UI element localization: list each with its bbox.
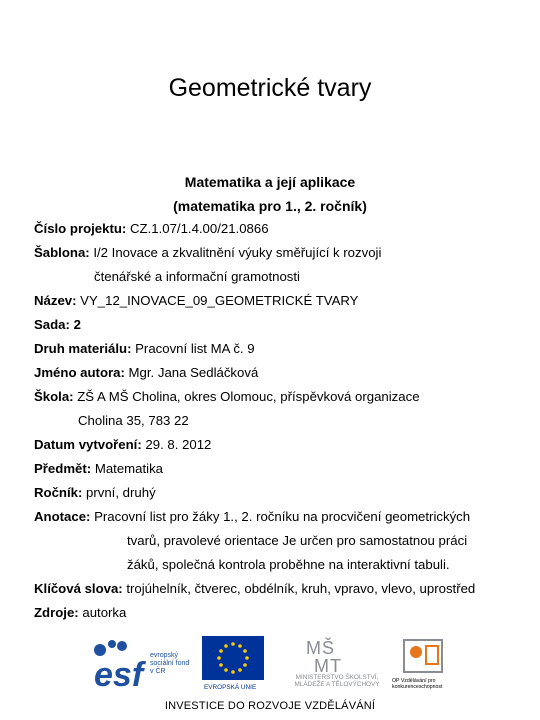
- field-value: CZ.1.07/1.4.00/21.0866: [126, 221, 269, 236]
- date-row: [34, 433, 524, 457]
- field-value: ZŠ A MŠ Cholina, okres Olomouc, příspěvková organizace: [73, 389, 420, 404]
- msmt-caption: MINISTERSTVO ŠKOLSTVÍ, MLÁDEŽE A TĚLOVÝCHOVY: [294, 674, 380, 688]
- field-value: 29. 8. 2012: [141, 437, 212, 452]
- field-value: VY_12_INOVACE_09_GEOMETRICKÉ TVARY: [76, 293, 359, 308]
- grade-row: [34, 481, 524, 505]
- field-key: Jméno autora:: [34, 365, 125, 380]
- svg-text:esf: esf: [94, 656, 144, 694]
- field-value: 2: [69, 317, 81, 332]
- project-number-row: [34, 217, 524, 241]
- template-row-cont: [34, 265, 524, 289]
- annotation-row: [34, 505, 524, 529]
- field-value: Mgr. Jana Sedláčková: [124, 365, 259, 380]
- field-value: autorka: [78, 605, 127, 620]
- school-row-cont: [34, 409, 524, 433]
- name-row: [34, 289, 524, 313]
- msmt-logo: [292, 636, 382, 694]
- field-key: Název:: [34, 293, 77, 308]
- field-key: Šablona:: [34, 245, 90, 260]
- field-value: tvarů, pravolevé orientace Je určen pro samostatnou práci: [127, 533, 468, 548]
- eu-logo: [202, 636, 266, 694]
- field-value: Pracovní list pro žáky 1., 2. ročníku na procvičení geometrických: [90, 509, 471, 524]
- field-key: Číslo projektu:: [34, 221, 127, 236]
- svg-text:MT: MT: [314, 656, 342, 674]
- field-key: Zdroje:: [34, 605, 79, 620]
- page-title: Geometrické tvary: [168, 74, 372, 102]
- author-row: [34, 361, 524, 385]
- field-key: Klíčová slova:: [34, 581, 123, 596]
- field-key: Sada:: [34, 317, 70, 332]
- op-logo-graphic: [400, 636, 446, 676]
- keywords-row: [34, 577, 524, 598]
- field-value: Pracovní list MA č. 9: [131, 341, 255, 356]
- field-value: žáků, společná kontrola proběhne na interaktivní tabuli.: [127, 557, 450, 572]
- annotation-row-cont: [34, 529, 524, 553]
- logo-strip: [92, 636, 492, 698]
- field-value: Matematika: [91, 461, 163, 476]
- metadata-block: [34, 217, 524, 625]
- field-key: Druh materiálu:: [34, 341, 132, 356]
- subject-line: Matematika a její aplikace: [184, 174, 356, 190]
- field-key: Ročník:: [34, 485, 83, 500]
- template-row: [34, 241, 524, 265]
- op-logo: [392, 636, 472, 694]
- eu-caption: EVROPSKÁ UNIE: [204, 684, 257, 691]
- field-key: Anotace:: [34, 509, 91, 524]
- field-value: I/2 Inovace a zkvalitnění výuky směřující k rozvoji: [89, 245, 382, 260]
- esf-logo: [92, 636, 192, 694]
- subject-row: [34, 457, 524, 481]
- field-key: Škola:: [34, 389, 74, 404]
- material-type-row: [34, 337, 524, 361]
- eu-flag-icon: [202, 636, 264, 680]
- field-value: čtenářské a informační gramotnosti: [94, 269, 300, 284]
- grade-line: (matematika pro 1., 2. ročník): [173, 198, 367, 214]
- svg-text:MŠ: MŠ: [306, 638, 335, 658]
- op-caption: OP Vzdělávání pro konkurenceschopnost: [392, 678, 443, 690]
- field-value: Cholina 35, 783 22: [78, 413, 189, 428]
- sources-row: [34, 601, 524, 625]
- field-value: první, druhý: [82, 485, 156, 500]
- footer-slogan: INVESTICE DO ROZVOJE VZDĚLÁVÁNÍ: [164, 700, 376, 712]
- field-value: trojúhelník, čtverec, obdélník, kruh, vpravo, vlevo, uprostřed: [122, 581, 476, 596]
- set-row: [34, 313, 524, 337]
- esf-caption: evropský sociální fond v ČR: [150, 652, 190, 675]
- field-key: Předmět:: [34, 461, 92, 476]
- annotation-row-cont: [34, 553, 524, 577]
- field-key: Datum vytvoření:: [34, 437, 142, 452]
- school-row: [34, 385, 524, 409]
- msmt-logo-graphic: [292, 636, 382, 674]
